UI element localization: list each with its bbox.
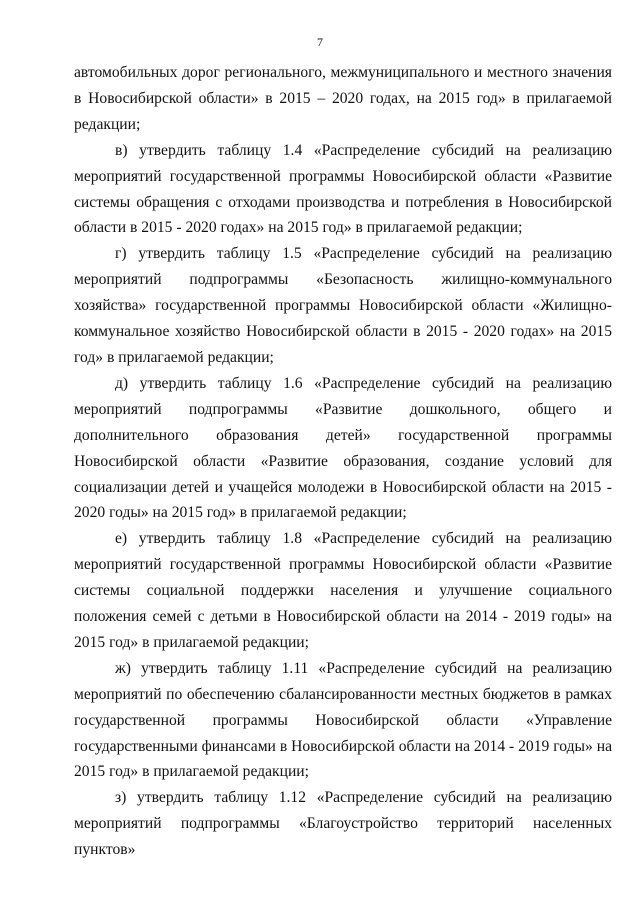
paragraph-item-z: з) утвердить таблицу 1.12 «Распределение субсидий на реализацию мероприятий подпрограммы «Благоустройство территорий населенных пунктов» (74, 789, 612, 859)
paragraph-item-zh: ж) утвердить таблицу 1.11 «Распределение субсидий на реализацию мероприятий по обеспечению сбалансированности местных бюджетов в рамках государственной программы Новосибирской области «Управление государственными финансами в Новосибирской области на 2014 - 2019 годы» на 2015 год» в прилагаемой редакции; (74, 659, 612, 781)
paragraph-continuation: автомобильных дорог регионального, межмуниципального и местного значения в Новосибирской области» в 2015 – 2020 годах, на 2015 год» в прилагаемой редакции; (74, 64, 612, 133)
paragraph-item-d: д) утвердить таблицу 1.6 «Распределение субсидий на реализацию мероприятий подпрограммы «Развитие дошкольного, общего и дополнительного образования детей» государственной программы Новосибирской области «Развитие образования, создание условий для социализации детей и учащейся молодежи в Новосибирской области на 2015 - 2020 годы» на 2015 год» в прилагаемой редакции; (74, 374, 612, 522)
paragraph-item-e: е) утвердить таблицу 1.8 «Распределение субсидий на реализацию мероприятий государственной программы Новосибирской области «Развитие системы социальной поддержки населения и улучшение социального положения семей с детьми в Новосибирской области на 2014 - 2019 годы» на 2015 год» в прилагаемой редакции; (74, 530, 612, 651)
page-number: 7 (317, 35, 323, 49)
paragraph-item-g: г) утвердить таблицу 1.5 «Распределение субсидий на реализацию мероприятий подпрограммы «Безопасность жилищно-коммунального хозяйства» государственной программы Новосибирской области «Жилищно-коммунальное хозяйство Новосибирской области в 2015 - 2020 годах» на 2015 год» в прилагаемой редакции; (74, 245, 612, 366)
document-body (74, 60, 612, 863)
paragraph-item-v: в) утвердить таблицу 1.4 «Распределение субсидий на реализацию мероприятий государственной программы Новосибирской области «Развитие системы обращения с отходами производства и потребления в Новосибирской области в 2015 - 2020 годах» на 2015 год» в прилагаемой редакции; (74, 141, 612, 237)
